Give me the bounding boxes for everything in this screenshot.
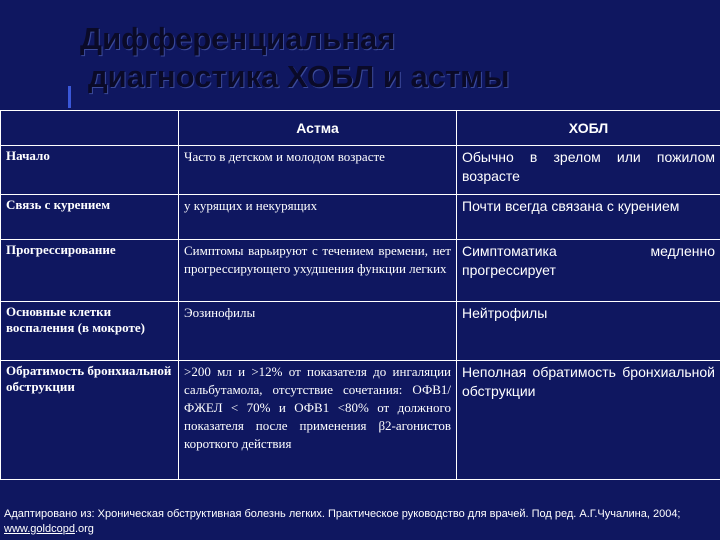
copd-cell: Обычно в зрелом или пожилом возрасте bbox=[457, 146, 720, 195]
title-line-2: диагностика ХОБЛ и астмы bbox=[88, 59, 510, 94]
table-row bbox=[1, 240, 720, 302]
copd-cell: Почти всегда связана с курением bbox=[457, 195, 720, 240]
copd-cell: Симптоматика медленно прогрессирует bbox=[457, 240, 720, 302]
row-label: Связь с курением bbox=[1, 195, 179, 240]
asthma-cell: Часто в детском и молодом возрасте bbox=[179, 146, 457, 195]
asthma-cell: >200 мл и >12% от показателя до ингаляции сальбутамола, отсутствие сочетания: ОФВ1/ФЖЕЛ < 70% и ОФВ1 <80% от должного показателя после применения β2-агонистов короткого действия bbox=[179, 361, 457, 480]
footnote-suffix: .org bbox=[74, 523, 94, 535]
table-row bbox=[1, 302, 720, 361]
asthma-cell: у курящих и некурящих bbox=[179, 195, 457, 240]
row-label: Прогрессирование bbox=[1, 240, 179, 302]
header-copd: ХОБЛ bbox=[457, 111, 720, 146]
footnote-text: Адаптировано из: Хроническая обструктивная болезнь легких. Практическое руководство для врачей. Под ред. А.Г.Чучалина, 2004; bbox=[4, 508, 681, 520]
asthma-cell: Симптомы варьируют с течением времени, нет прогрессирующего ухудшения функции легких bbox=[179, 240, 457, 302]
table-row bbox=[1, 361, 720, 480]
copd-cell: Неполная обратимость бронхиальной обструкции bbox=[457, 361, 720, 480]
comparison-table bbox=[0, 110, 720, 480]
table-header-row bbox=[1, 111, 720, 146]
table-row bbox=[1, 146, 720, 195]
slide-title bbox=[80, 20, 700, 96]
title-accent-bar bbox=[68, 86, 71, 108]
row-label: Основные клетки воспаления (в мокроте) bbox=[1, 302, 179, 361]
asthma-cell: Эозинофилы bbox=[179, 302, 457, 361]
title-line-1: Дифференциальная bbox=[80, 21, 396, 56]
row-label: Обратимость бронхиальной обструкции bbox=[1, 361, 179, 480]
goldcopd-link[interactable]: www.goldcopd bbox=[4, 523, 75, 535]
header-asthma: Астма bbox=[179, 111, 457, 146]
source-footnote bbox=[4, 507, 704, 537]
table-row bbox=[1, 195, 720, 240]
row-label: Начало bbox=[1, 146, 179, 195]
header-empty bbox=[1, 111, 179, 146]
copd-cell: Нейтрофилы bbox=[457, 302, 720, 361]
